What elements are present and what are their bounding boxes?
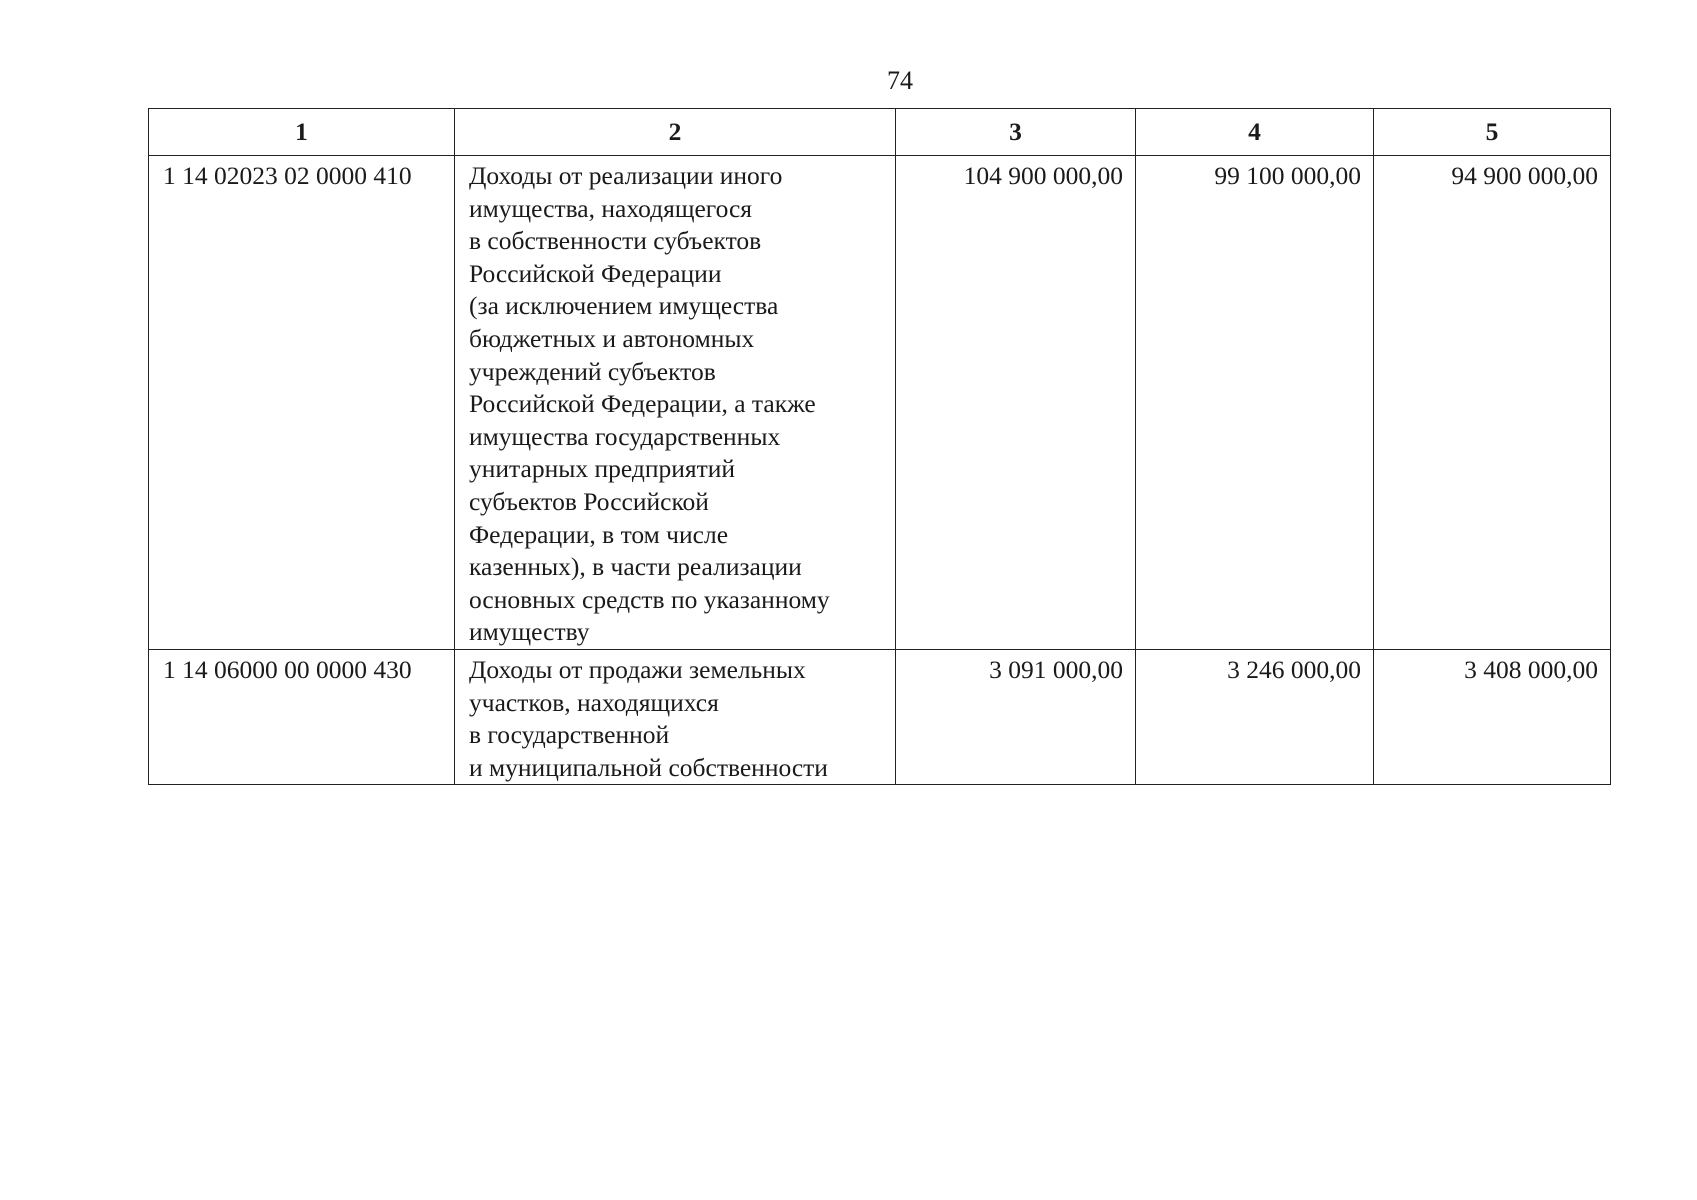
description-line: бюджетных и автономных [469,323,755,353]
description-line: учреждений субъектов [469,356,716,386]
description-line: в собственности субъектов [469,226,762,256]
table-row [149,650,1611,785]
description-line: Федерации, в том числе [469,519,729,549]
amount-cell-3: 3 091 000,00 [896,650,1136,785]
description-cell [455,156,896,650]
column-header-4: 4 [1136,109,1374,156]
description-line: основных средств по указанному [469,584,830,614]
header-row [149,109,1611,156]
description-line: Российской Федерации, а также [469,389,816,419]
amount-cell-4: 99 100 000,00 [1136,156,1374,650]
revenue-table [148,108,1611,785]
description-line: имущества, находящегося [469,193,753,223]
column-header-5: 5 [1374,109,1611,156]
column-header-2: 2 [455,109,896,156]
amount-cell-4: 3 246 000,00 [1136,650,1374,785]
table-row [149,156,1611,650]
description-line: унитарных предприятий [469,454,736,484]
column-header-1: 1 [149,109,455,156]
description-line: Доходы от реализации иного [469,161,783,190]
description-line: участков, находящихся [469,687,719,717]
description-line: имуществу [469,617,590,647]
description-line: и муниципальной собственности [469,752,828,782]
description-line: субъектов Российской [469,486,709,516]
amount-cell-5: 3 408 000,00 [1374,650,1611,785]
amount-cell-5: 94 900 000,00 [1374,156,1611,650]
description-line: Доходы от продажи земельных [469,655,806,684]
description-line: имущества государственных [469,421,781,451]
description-line: (за исключением имущества [469,291,779,321]
budget-code-cell: 1 14 02023 02 0000 410 [149,156,455,650]
column-header-3: 3 [896,109,1136,156]
budget-code-cell: 1 14 06000 00 0000 430 [149,650,455,785]
description-line: в государственной [469,720,670,750]
description-cell [455,650,896,785]
page-number: 74 [887,66,913,95]
description-line: казенных), в части реализации [469,552,802,582]
amount-cell-3: 104 900 000,00 [896,156,1136,650]
description-line: Российской Федерации [469,258,722,288]
